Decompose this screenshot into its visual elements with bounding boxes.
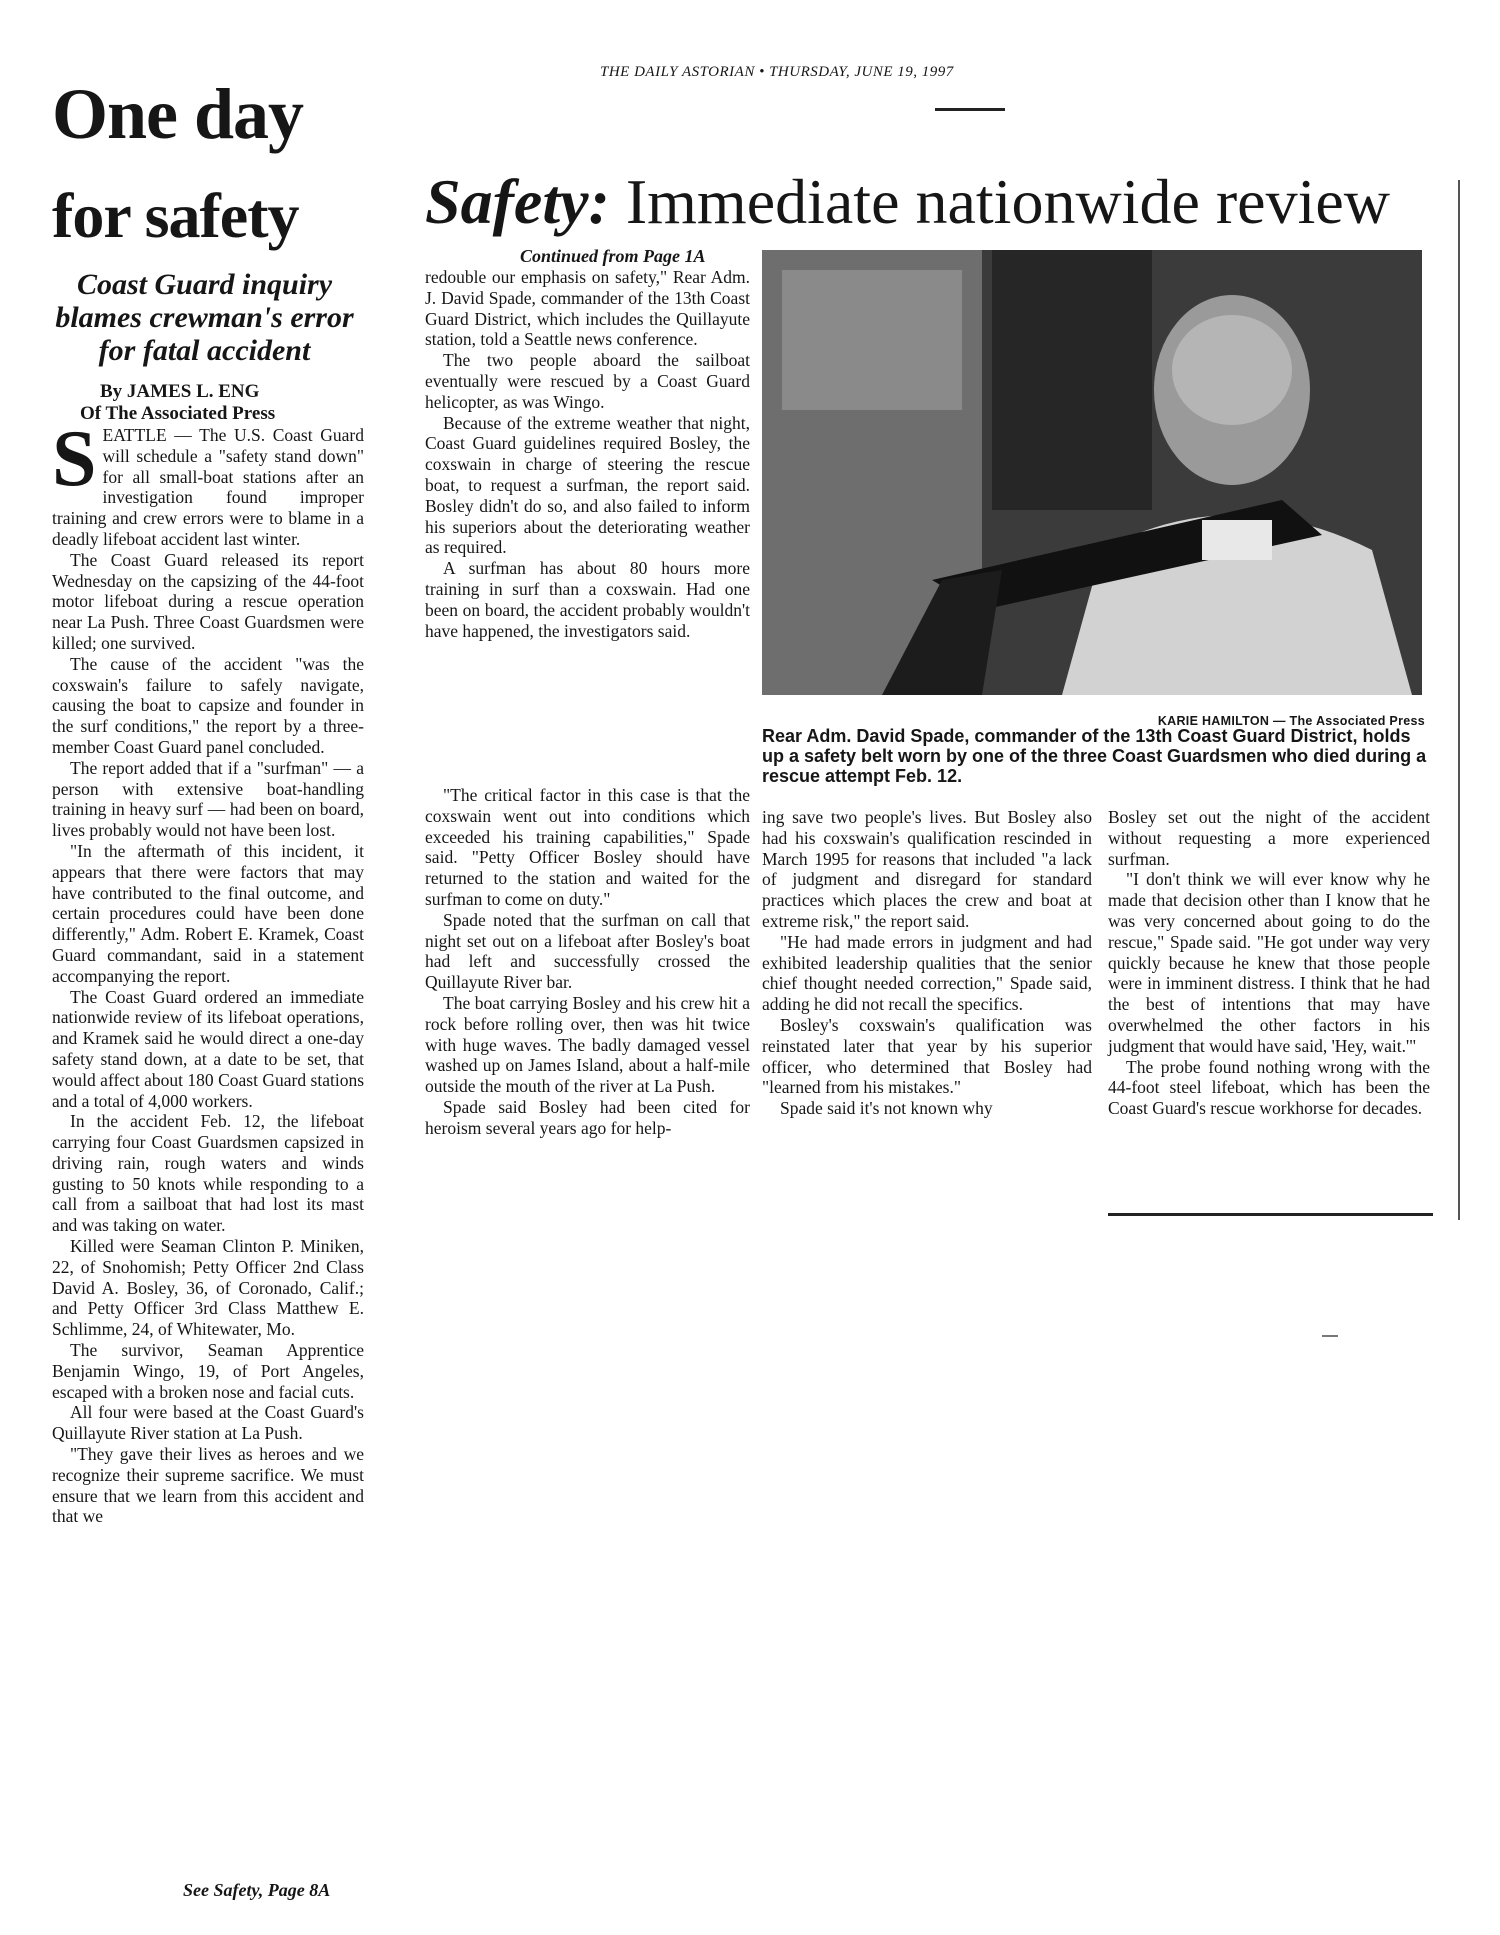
deck-line: blames crewman's error xyxy=(55,301,354,334)
left-headline-line2: for safety xyxy=(52,180,299,251)
paragraph: Spade noted that the surfman on call that night set out on a lifeboat after Bosley's boat had left and successfully crossed the Quillayute River bar. xyxy=(425,909,750,993)
left-story-body xyxy=(52,415,364,1527)
paragraph: Killed were Seaman Clinton P. Miniken, 22, of Snohomish; Petty Officer 2nd Class David A. Bosley, 36, of Coronado, Calif.; and Petty Officer 3rd Class Matthew E. Schlimme, 24, of Whitewater, Mo. xyxy=(52,1236,364,1340)
paragraph: Because of the extreme weather that night, Coast Guard guidelines required Bosley, the coxswain in charge of steering the rescue boat, to request a surfman, the report said. Bosley didn't do so, and also failed to inform his superiors about the deteriorating weather as required. xyxy=(425,412,750,558)
left-deck xyxy=(52,268,357,367)
paragraph: Spade said Bosley had been cited for heroism several years ago for help- xyxy=(425,1096,750,1138)
paragraph: The two people aboard the sailboat eventually were rescued by a Coast Guard helicopter, as was Wingo. xyxy=(425,350,750,412)
byline-org: Of The Associated Press xyxy=(80,403,276,424)
paragraph: The probe found nothing wrong with the 44-foot steel lifeboat, which has been the Coast Guard's rescue workhorse for decades. xyxy=(1108,1056,1430,1119)
paragraph: The survivor, Seaman Apprentice Benjamin Wingo, 19, of Port Angeles, escaped with a broken nose and facial cuts. xyxy=(52,1340,364,1402)
jump-line: See Safety, Page 8A xyxy=(183,1880,331,1900)
main-headline-rest: Immediate nationwide review xyxy=(625,166,1390,237)
paragraph: "He had made errors in judgment and had exhibited leadership qualities that the senior chief thought needed correction," Spade said, adding he did not recall the specifics. xyxy=(762,931,1092,1015)
paragraph: "In the aftermath of this incident, it appears that there were factors that may have contributed to the final outcome, and certain procedures could have been done differently," Adm. Robert E. Kramek, Coast Guard commandant, said in a statement accompanying the report. xyxy=(52,840,364,986)
paragraph: In the accident Feb. 12, the lifeboat carrying four Coast Guardsmen capsized in driving rain, rough waters and winds gusting to 50 knots while responding to a call from a sailboat that had lost its mast and was taking on water. xyxy=(52,1111,364,1236)
main-col-2 xyxy=(762,807,1092,1119)
left-headline-line1: One day xyxy=(52,74,304,154)
paragraph: "I don't think we will ever know why he made that decision other than I know that he was very concerned about going to do the rescue," Spade said. "He got under way very quickly because he knew that those people were in imminent distress. I think that he had the best of intentions that may have overwhelmed the other factors in his judgment that would have said, 'Hey, wait.'" xyxy=(1108,869,1430,1056)
paragraph: SEATTLE — The U.S. Coast Guard will schedule a "safety stand down" for all small-boat stations after an investigation found improper training and crew errors were to blame in a deadly lifeboat accident last winter. xyxy=(52,415,364,549)
dateline-rule xyxy=(935,108,1005,111)
paragraph: The cause of the accident "was the coxswain's failure to safely navigate, causing the boat to capsize and founder in the surf conditions," the report by a three-member Coast Guard panel concluded. xyxy=(52,653,364,757)
paragraph: redouble our emphasis on safety," Rear Adm. J. David Spade, commander of the 13th Coast Guard District, which includes the Quillayute station, told a Seattle news conference. xyxy=(425,267,750,350)
news-photo xyxy=(762,250,1422,695)
paragraph: "The critical factor in this case is that the coxswain went out into conditions which exceeded his training capabilities," Spade said. "Petty Officer Bosley should have returned to the station and waited for the surfman to come on duty." xyxy=(425,785,750,909)
paragraph: Bosley set out the night of the accident without requesting a more experienced surfman. xyxy=(1108,807,1430,869)
paragraph: Bosley's coxswain's qualification was reinstated later that year by his superior officer, who determined that Bosley had "learned from his mistakes." xyxy=(762,1014,1092,1098)
paragraph: The report added that if a "surfman" — a person with extensive boat-handling training in heavy surf — had been on board, lives probably would not have been lost. xyxy=(52,757,364,841)
main-col-1-top xyxy=(425,267,750,641)
main-headline-keyword: Safety: xyxy=(425,166,610,237)
paragraph: A surfman has about 80 hours more training in surf than a coxswain. Had one been on board, the accident probably wouldn't have happened, the investigators said. xyxy=(425,558,750,641)
paragraph: The Coast Guard released its report Wednesday on the capsizing of the 44-foot motor lifeboat during a rescue operation near La Push. Three Coast Guardsmen were killed; one survived. xyxy=(52,549,364,653)
paragraph: All four were based at the Coast Guard's Quillayute River station at La Push. xyxy=(52,1402,364,1444)
main-col-3 xyxy=(1108,807,1430,1119)
main-headline xyxy=(425,166,1435,237)
photo-credit: KARIE HAMILTON — The Associated Press xyxy=(1157,714,1425,728)
paragraph: The Coast Guard ordered an immediate nationwide review of its lifeboat operations, and Kramek said he would direct a one-day safety stand down, at a date to be set, that would affect about 180 Coast Guard stations and a total of 4,000 workers. xyxy=(52,986,364,1111)
story-end-rule xyxy=(1108,1213,1433,1216)
news-photo-illustration xyxy=(762,250,1422,695)
dateline: THE DAILY ASTORIAN • THURSDAY, JUNE 19, 1997 xyxy=(600,64,954,80)
deck-line: for fatal accident xyxy=(98,334,311,367)
paragraph: "They gave their lives as heroes and we recognize their supreme sacrifice. We must ensure that we learn from this accident and that we xyxy=(52,1444,364,1527)
stray-mark xyxy=(1322,1335,1338,1337)
paragraph: The boat carrying Bosley and his crew hit a rock before rolling over, then was hit twice with huge waves. The badly damaged vessel washed up on James Island, about a half-mile outside the mouth of the river at La Push. xyxy=(425,992,750,1097)
main-col-1-bottom xyxy=(425,785,750,1139)
continued-line: Continued from Page 1A xyxy=(520,246,706,266)
deck-line: Coast Guard inquiry xyxy=(76,268,333,301)
paragraph: ing save two people's lives. But Bosley also had his coxswain's qualification rescinded in March 1995 for reasons that included "a lack of judgment and disregard for standard practices which places the crew and boat at extreme risk," the report said. xyxy=(762,807,1092,931)
paragraph: Spade said it's not known why xyxy=(780,1098,993,1119)
byline: By JAMES L. ENG xyxy=(100,381,260,402)
photo-caption: Rear Adm. David Spade, commander of the 13th Coast Guard District, holds up a safety belt worn by one of the three Coast Guardsmen who died during a rescue attempt Feb. 12. xyxy=(762,726,1427,786)
drop-cap: S xyxy=(52,415,97,503)
column-rule xyxy=(1458,180,1460,1220)
